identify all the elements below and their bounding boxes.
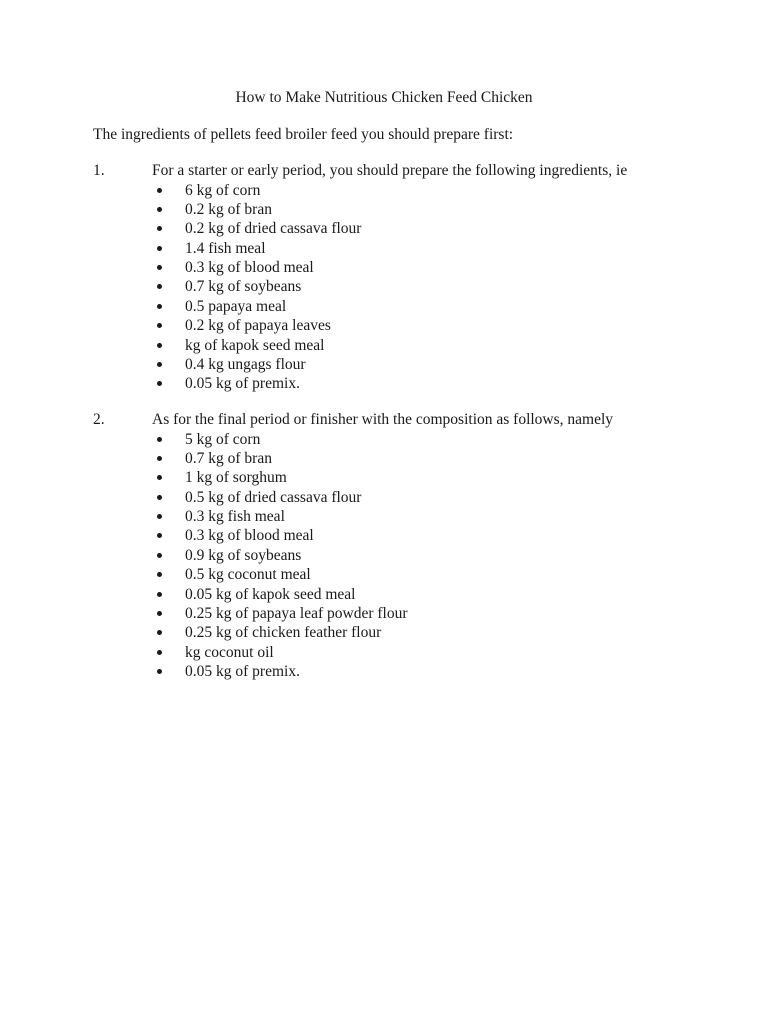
list-item [93,336,733,355]
bullet-icon [157,592,162,597]
bullet-icon [157,630,162,635]
section-heading-text: For a starter or early period, you should prepare the following ingredients, ie [152,162,628,179]
bullet-icon [157,381,162,386]
list-item [93,374,733,393]
list-item [93,604,733,623]
ingredient-text: kg coconut oil [185,643,274,661]
ingredient-text: 0.2 kg of bran [185,200,272,218]
ingredient-text: 0.05 kg of premix. [185,663,300,681]
bullet-icon [157,323,162,328]
ingredient-text: 1 kg of sorghum [185,469,287,487]
list-item [93,297,733,316]
list-item [93,219,733,238]
list-item [93,623,733,642]
list-item [93,507,733,526]
list-item [93,181,733,200]
list-item [93,526,733,545]
bullet-icon [157,226,162,231]
list-item [93,316,733,335]
intro-paragraph: The ingredients of pellets feed broiler feed you should prepare first: [93,126,514,143]
bullet-icon [157,572,162,577]
bullet-icon [157,188,162,193]
list-item [93,258,733,277]
bullet-icon [157,265,162,270]
list-item [93,239,733,258]
list-item [93,355,733,374]
ingredient-text: 0.5 papaya meal [185,297,287,315]
ingredient-text: 0.2 kg of papaya leaves [185,317,331,335]
section-starter [93,161,733,394]
bullet-icon [157,284,162,289]
bullet-icon [157,437,162,442]
list-item [93,488,733,507]
bullet-icon [157,533,162,538]
section-heading [93,410,733,430]
ingredient-text: 0.05 kg of premix. [185,375,300,393]
ingredient-list [93,181,733,394]
list-item [93,643,733,662]
bullet-icon [157,456,162,461]
list-item [93,565,733,584]
bullet-icon [157,343,162,348]
bullet-icon [157,553,162,558]
bullet-icon [157,207,162,212]
bullet-icon [157,650,162,655]
list-item [93,277,733,296]
bullet-icon [157,669,162,674]
bullet-icon [157,246,162,251]
ingredient-text: 0.5 kg coconut meal [185,566,311,584]
section-number: 2. [93,411,105,428]
ingredient-text: 0.3 kg fish meal [185,508,285,526]
list-item [93,585,733,604]
ingredient-text: 0.05 kg of kapok seed meal [185,585,356,603]
ingredient-text: 6 kg of corn [185,181,261,199]
ingredient-text: kg of kapok seed meal [185,336,325,354]
bullet-icon [157,495,162,500]
ingredient-text: 0.7 kg of bran [185,449,272,467]
list-item [93,200,733,219]
list-item [93,449,733,468]
section-finisher [93,410,733,682]
section-heading-text: As for the final period or finisher with the composition as follows, namely [152,411,614,428]
bullet-icon [157,514,162,519]
section-heading [93,161,733,181]
ingredient-text: 0.25 kg of papaya leaf powder flour [185,605,408,623]
bullet-icon [157,304,162,309]
ingredient-text: 5 kg of corn [185,430,261,448]
ingredient-text: 0.7 kg of soybeans [185,278,302,296]
document-title: How to Make Nutritious Chicken Feed Chicken [235,89,533,106]
ingredient-text: 0.3 kg of blood meal [185,259,314,277]
ingredient-text: 0.2 kg of dried cassava flour [185,220,362,238]
ingredient-text: 0.4 kg ungags flour [185,356,306,374]
bullet-icon [157,611,162,616]
list-item [93,430,733,449]
ingredient-text: 0.25 kg of chicken feather flour [185,624,382,642]
list-item [93,546,733,565]
list-item [93,662,733,681]
bullet-icon [157,475,162,480]
ingredient-text: 0.9 kg of soybeans [185,546,302,564]
section-number: 1. [93,162,105,179]
ingredient-list [93,430,733,682]
bullet-icon [157,362,162,367]
ingredient-text: 0.3 kg of blood meal [185,527,314,545]
ingredient-text: 0.5 kg of dried cassava flour [185,488,362,506]
ingredient-text: 1.4 fish meal [185,239,266,257]
list-item [93,468,733,487]
